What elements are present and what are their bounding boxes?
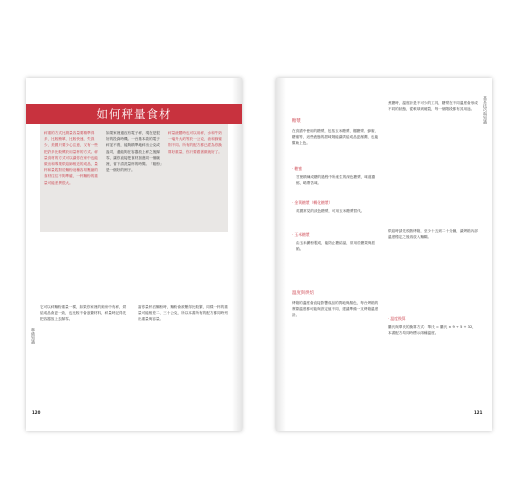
page-number: 121 [474, 410, 483, 415]
left-page [26, 78, 242, 431]
right-column-top: 煮糖時，溫度計是不可少的工具，糖漿在不同溫度會形成不同的狀態，從軟球到硬裂，每一個階段都有其用途。 [388, 101, 478, 112]
bullet-text-golden-syrup: 英國常見的淡色糖漿，可用玉米糖漿替代。 [296, 209, 365, 213]
page-title: 如何秤量食材 [96, 107, 172, 121]
body-column-right: 當你量杯舀麵粉時，麵粉會被壓得比較緊，同樣一杯的重量可能相差二、三十公克，所以本書所有的配方都同時列出重量與容量。 [138, 305, 228, 322]
right-column-bottom: 攝氏與華氏的換算方式：華氏 = 攝氏 × 9 ÷ 5 + 32，本書配方均同時標示兩種溫度。 [388, 325, 476, 336]
temperature-text: 烤箱的溫度會直接影響成品的質地與顏色，每台烤箱的實際溫度都可能與設定值不同，建議準備一支烤箱溫度計。 [292, 301, 379, 318]
bullet-heading-golden-syrup: ‧ 金黃糖漿（轉化糖漿） [292, 200, 333, 205]
section-heading-syrup: 糖漿 [292, 119, 301, 124]
bullet-text-corn-syrup: 由玉米澱粉製成，能防止糖結晶，常用於糖果與派餡。 [296, 241, 376, 252]
gutter-shadow [276, 78, 286, 431]
bullet-heading-conversion: ‧ 溫度換算 [388, 316, 406, 321]
sidebar-column-3: 秤量液體時也可以用秤，水和牛奶一毫升大約等於一公克，油和蜂蜜則不同。所有的配方都已經為你換算好重量，你只要跟著做就好了。 [168, 131, 222, 154]
right-column-middle: 烘焙時請先預熱烤箱，至少十五到二十分鐘，讓烤箱內部溫度穩定之後再放入麵糊。 [388, 229, 478, 240]
syrup-intro: 在食譜中使用的糖漿，包括玉米糖漿、楓糖漿、蜂蜜、糖蜜等，這些液態的甜味劑能讓烘焙成品更濕潤，也能幫助上色。 [292, 129, 379, 146]
side-tab: 基本技巧與知識 [483, 96, 488, 124]
bullet-heading-molasses: ‧ 糖蜜 [292, 166, 303, 171]
section-heading-temperature: 溫度與烘焙 [292, 291, 314, 296]
sidebar-column-1: 秤重的方式比測量容量要精準得多，比較簡單，比較快速，失誤少，美國只要少心注意，又有一些把許多比較慣於用量杯的方式。秤量食材的方式可以讓你在家中也能做出和專業烘焙師相近的成品，量杯和量匙對於麵粉這種容易壓縮的食材往往不夠準確，一杯麵粉的重量可能差異很大。 [44, 131, 98, 185]
body-column-left: 它可以秤麵粉重量一樣，如果你家裡的廚房中有秤，烘焙成品會更一致，也比較不會浪費材料，秤量時記得先把容器放上去歸零。 [40, 305, 127, 322]
sidebar-column-2: 如果家裡還沒有電子秤，現在是很好的投資時機。一台基本款的電子秤並不貴，能夠精準地秤出公克或盎司，還能夠在容器放上秤之後歸零，讓你直接把食材加進同一個碗裡，省下清洗量杯的時間。「粗粉」是一個好的例子。 [106, 131, 162, 173]
right-page [276, 78, 492, 431]
bullet-heading-corn-syrup: ‧ 玉米糖漿 [292, 232, 310, 237]
gutter-shadow [232, 78, 242, 431]
side-tab: 準備知識 [31, 328, 36, 344]
page-number: 120 [32, 410, 41, 415]
bullet-text-molasses: 甘蔗精煉成糖的過程中所產生的深色糖漿，味道濃郁，略帶苦味。 [296, 175, 376, 186]
